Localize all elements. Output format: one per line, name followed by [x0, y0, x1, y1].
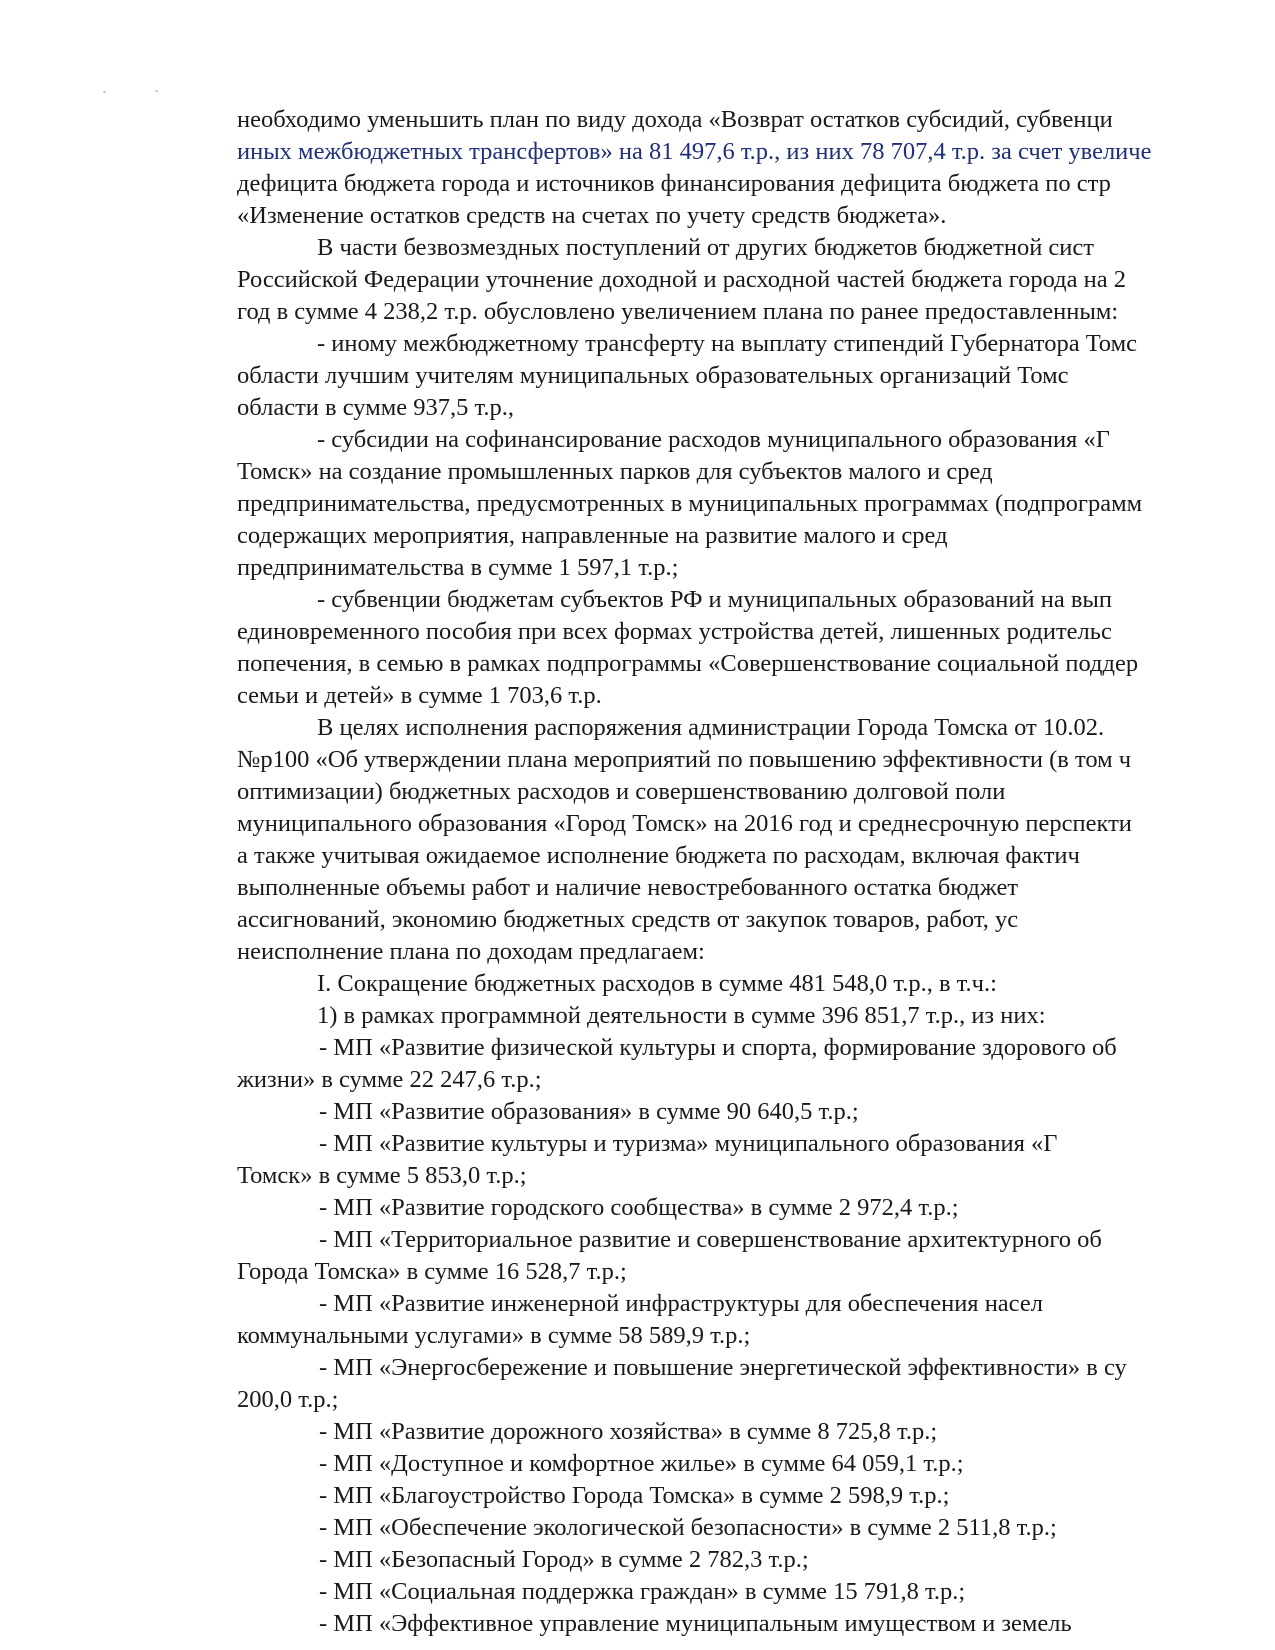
list-item: - МП «Территориальное развитие и совершенствование архитектурного об [319, 1226, 1102, 1253]
list-item: - МП «Благоустройство Города Томска» в сумме 2 598,9 т.р.; [319, 1482, 950, 1509]
text-line: области в сумме 937,5 т.р., [237, 394, 514, 421]
document-body [237, 104, 1275, 1640]
list-item: - МП «Развитие культуры и туризма» муниципального образования «Г [319, 1130, 1058, 1157]
text-line: выполненные объемы работ и наличие невостребованного остатка бюджет [237, 874, 1019, 901]
paragraph-start: В целях исполнения распоряжения администрации Города Томска от 10.02. [317, 714, 1105, 741]
list-item: - иному межбюджетному трансферту на выплату стипендий Губернатора Томс [317, 330, 1137, 357]
text-line: а также учитывая ожидаемое исполнение бюджета по расходам, включая фактич [237, 842, 1080, 869]
text-line: единовременного пособия при всех формах устройства детей, лишенных родительс [237, 618, 1112, 645]
text-line: иных межбюджетных трансфертов» на 81 497,6 т.р., из них 78 707,4 т.р. за счет увеличе [237, 138, 1152, 165]
paragraph-start: В части безвозмездных поступлений от других бюджетов бюджетной сист [317, 234, 1095, 261]
text-line: Томск» в сумме 5 853,0 т.р.; [237, 1162, 527, 1189]
text-line: жизни» в сумме 22 247,6 т.р.; [237, 1066, 542, 1093]
text-line: предпринимательства в сумме 1 597,1 т.р.; [237, 554, 679, 581]
list-item: - МП «Эффективное управление муниципальным имуществом и земель [319, 1610, 1072, 1637]
list-item: - МП «Развитие дорожного хозяйства» в сумме 8 725,8 т.р.; [319, 1418, 938, 1445]
text-line: «Изменение остатков средств на счетах по учету средств бюджета». [237, 202, 947, 229]
list-item: - МП «Обеспечение экологической безопасности» в сумме 2 511,8 т.р.; [319, 1514, 1057, 1541]
text-line: оптимизации) бюджетных расходов и совершенствованию долговой поли [237, 778, 1006, 805]
list-item: - субвенции бюджетам субъектов РФ и муниципальных образований на вып [317, 586, 1112, 613]
text-line: области лучшим учителям муниципальных образовательных организаций Томс [237, 362, 1069, 389]
list-item: - МП «Социальная поддержка граждан» в сумме 15 791,8 т.р.; [319, 1578, 966, 1605]
text-line: ассигнований, экономию бюджетных средств от закупок товаров, работ, ус [237, 906, 1019, 933]
text-line: 200,0 т.р.; [237, 1386, 339, 1413]
text-line: семьи и детей» в сумме 1 703,6 т.р. [237, 682, 602, 709]
scan-speck [103, 91, 106, 93]
list-item: - МП «Энергосбережение и повышение энергетической эффективности» в су [319, 1354, 1127, 1381]
text-line: Российской Федерации уточнение доходной и расходной частей бюджета города на 2 [237, 266, 1127, 293]
subsection-heading: 1) в рамках программной деятельности в сумме 396 851,7 т.р., из них: [317, 1002, 1046, 1029]
text-line: попечения, в семью в рамках подпрограммы «Совершенствование социальной поддер [237, 650, 1139, 677]
list-item: - субсидии на софинансирование расходов муниципального образования «Г [317, 426, 1110, 453]
text-line: Города Томска» в сумме 16 528,7 т.р.; [237, 1258, 627, 1285]
text-line: содержащих мероприятия, направленные на развитие малого и сред [237, 522, 948, 549]
text-line: №р100 «Об утверждении плана мероприятий по повышению эффективности (в том ч [237, 746, 1132, 773]
text-line: Томск» на создание промышленных парков для субъектов малого и сред [237, 458, 993, 485]
text-line: предпринимательства, предусмотренных в муниципальных программах (подпрограмм [237, 490, 1143, 517]
list-item: - МП «Развитие городского сообщества» в сумме 2 972,4 т.р.; [319, 1194, 959, 1221]
list-item: - МП «Доступное и комфортное жилье» в сумме 64 059,1 т.р.; [319, 1450, 964, 1477]
list-item: - МП «Безопасный Город» в сумме 2 782,3 т.р.; [319, 1546, 809, 1573]
scan-speck [155, 90, 158, 92]
text-line: коммунальными услугами» в сумме 58 589,9 т.р.; [237, 1322, 751, 1349]
section-heading: I. Сокращение бюджетных расходов в сумме 481 548,0 т.р., в т.ч.: [317, 970, 997, 997]
text-line: год в сумме 4 238,2 т.р. обусловлено увеличением плана по ранее предоставленным: [237, 298, 1119, 325]
list-item: - МП «Развитие физической культуры и спорта, формирование здорового об [319, 1034, 1117, 1061]
list-item: - МП «Развитие инженерной инфраструктуры для обеспечения насел [319, 1290, 1043, 1317]
list-item: - МП «Развитие образования» в сумме 90 640,5 т.р.; [319, 1098, 859, 1125]
text-line: необходимо уменьшить план по виду дохода «Возврат остатков субсидий, субвенци [237, 106, 1113, 133]
text-line: муниципального образования «Город Томск» на 2016 год и среднесрочную перспекти [237, 810, 1132, 837]
text-line: неисполнение плана по доходам предлагаем: [237, 938, 705, 965]
text-line: дефицита бюджета города и источников финансирования дефицита бюджета по стр [237, 170, 1111, 197]
